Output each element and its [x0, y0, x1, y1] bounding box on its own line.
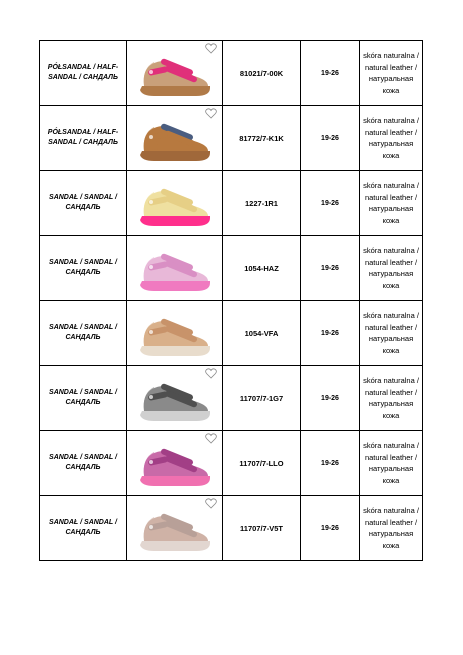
- sandal-image: [134, 46, 216, 100]
- product-code: 81021/7-00K: [223, 41, 301, 106]
- product-photo: [127, 431, 223, 496]
- product-row: [40, 106, 423, 171]
- product-row: [40, 496, 423, 561]
- product-photo: [127, 496, 223, 561]
- sandal-image: [134, 371, 216, 425]
- favorite-heart-icon[interactable]: [205, 108, 217, 119]
- favorite-heart-icon[interactable]: [205, 433, 217, 444]
- product-photo: [127, 366, 223, 431]
- product-name: PÓŁSANDAŁ / HALF-SANDAL / САНДАЛЬ: [40, 41, 127, 106]
- product-row: [40, 301, 423, 366]
- product-row: [40, 431, 423, 496]
- product-photo: [127, 236, 223, 301]
- size-range: 19-26: [301, 366, 360, 431]
- product-code: 11707/7-V5T: [223, 496, 301, 561]
- product-rows: [40, 41, 423, 561]
- product-code: 1054-HAZ: [223, 236, 301, 301]
- size-range: 19-26: [301, 41, 360, 106]
- product-name: SANDAŁ / SANDAL / САНДАЛЬ: [40, 236, 127, 301]
- material: skóra naturalna / natural leather / натуральная кожа: [360, 366, 423, 431]
- product-code: 81772/7-K1K: [223, 106, 301, 171]
- product-photo: [127, 106, 223, 171]
- sandal-image: [134, 436, 216, 490]
- favorite-heart-icon[interactable]: [205, 498, 217, 509]
- material: skóra naturalna / natural leather / натуральная кожа: [360, 171, 423, 236]
- product-photo: [127, 171, 223, 236]
- product-code: 11707/7-1G7: [223, 366, 301, 431]
- material: skóra naturalna / natural leather / натуральная кожа: [360, 431, 423, 496]
- product-name: SANDAŁ / SANDAL / САНДАЛЬ: [40, 171, 127, 236]
- product-name: SANDAŁ / SANDAL / САНДАЛЬ: [40, 301, 127, 366]
- favorite-heart-icon[interactable]: [205, 43, 217, 54]
- sandal-image: [134, 176, 216, 230]
- product-name: SANDAŁ / SANDAL / САНДАЛЬ: [40, 366, 127, 431]
- product-name: SANDAŁ / SANDAL / САНДАЛЬ: [40, 496, 127, 561]
- sandal-image: [134, 501, 216, 555]
- product-code: 1054-VFA: [223, 301, 301, 366]
- sandal-image: [134, 111, 216, 165]
- product-code: 11707/7-LLO: [223, 431, 301, 496]
- material: skóra naturalna / natural leather / натуральная кожа: [360, 496, 423, 561]
- material: skóra naturalna / natural leather / натуральная кожа: [360, 106, 423, 171]
- product-name: PÓŁSANDAŁ / HALF-SANDAL / САНДАЛЬ: [40, 106, 127, 171]
- sandal-image: [134, 241, 216, 295]
- size-range: 19-26: [301, 236, 360, 301]
- sandal-image: [134, 306, 216, 360]
- product-table: [39, 40, 423, 561]
- size-range: 19-26: [301, 171, 360, 236]
- favorite-heart-icon[interactable]: [205, 368, 217, 379]
- product-photo: [127, 301, 223, 366]
- product-code: 1227-1R1: [223, 171, 301, 236]
- product-photo: [127, 41, 223, 106]
- size-range: 19-26: [301, 431, 360, 496]
- material: skóra naturalna / natural leather / натуральная кожа: [360, 41, 423, 106]
- size-range: 19-26: [301, 301, 360, 366]
- product-row: [40, 366, 423, 431]
- product-row: [40, 171, 423, 236]
- product-name: SANDAŁ / SANDAL / САНДАЛЬ: [40, 431, 127, 496]
- size-range: 19-26: [301, 496, 360, 561]
- material: skóra naturalna / natural leather / натуральная кожа: [360, 301, 423, 366]
- size-range: 19-26: [301, 106, 360, 171]
- product-row: [40, 41, 423, 106]
- material: skóra naturalna / natural leather / натуральная кожа: [360, 236, 423, 301]
- product-row: [40, 236, 423, 301]
